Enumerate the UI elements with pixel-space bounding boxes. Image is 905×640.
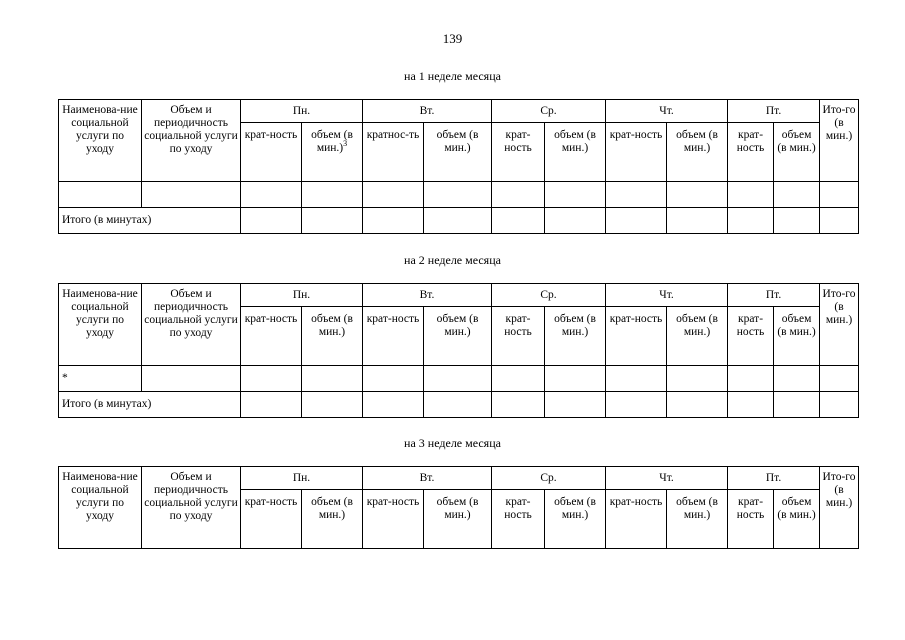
header-tue-frequency: кратнос-ть <box>363 123 424 182</box>
header-day-tue: Вт. <box>363 284 492 307</box>
table-row <box>59 182 859 208</box>
header-wed-frequency: крат-ность <box>492 490 545 549</box>
table-cell[interactable] <box>492 366 545 392</box>
header-mon-frequency: крат-ность <box>241 490 302 549</box>
total-label: Итого (в минутах) <box>59 208 241 234</box>
header-fri-volume: объем (в мин.) <box>774 123 820 182</box>
table-row <box>59 366 859 392</box>
table-cell[interactable] <box>302 208 363 234</box>
table-cell[interactable] <box>492 208 545 234</box>
week-2-title: на 2 неделе месяца <box>404 253 501 267</box>
header-wed-volume: объем (в мин.) <box>545 490 606 549</box>
header-mon-frequency: крат-ность <box>241 307 302 366</box>
header-day-mon: Пн. <box>241 467 363 490</box>
header-thu-volume: объем (в мин.) <box>667 490 728 549</box>
header-mon-volume: объем (в мин.) <box>302 490 363 549</box>
table-cell[interactable] <box>774 182 820 208</box>
table-cell[interactable] <box>492 182 545 208</box>
table-cell[interactable] <box>424 366 492 392</box>
header-thu-frequency: крат-ность <box>606 490 667 549</box>
table-cell[interactable] <box>241 366 302 392</box>
header-tue-frequency: крат-ность <box>363 307 424 366</box>
table-cell[interactable] <box>820 182 859 208</box>
table-cell[interactable] <box>363 182 424 208</box>
table-cell[interactable] <box>774 392 820 418</box>
header-day-thu: Чт. <box>606 467 728 490</box>
table-cell[interactable] <box>606 392 667 418</box>
week-1-table <box>58 99 859 234</box>
header-day-thu: Чт. <box>606 284 728 307</box>
header-mon-frequency: крат-ность <box>241 123 302 182</box>
table-cell[interactable] <box>302 392 363 418</box>
header-tue-volume: объем (в мин.) <box>424 123 492 182</box>
header-day-fri: Пт. <box>728 284 820 307</box>
table-cell[interactable] <box>241 182 302 208</box>
table-cell[interactable] <box>667 366 728 392</box>
table-cell[interactable] <box>59 182 142 208</box>
table-cell[interactable] <box>302 366 363 392</box>
table-cell[interactable] <box>545 366 606 392</box>
header-day-wed: Ср. <box>492 467 606 490</box>
header-day-mon: Пн. <box>241 284 363 307</box>
header-mon-volume: объем (в мин.)$^3$ <box>302 123 363 182</box>
table-cell[interactable] <box>606 366 667 392</box>
table-cell[interactable] <box>820 208 859 234</box>
table-cell[interactable] <box>667 182 728 208</box>
table-cell[interactable] <box>492 392 545 418</box>
header-fri-volume: объем (в мин.) <box>774 307 820 366</box>
header-day-wed: Ср. <box>492 284 606 307</box>
header-day-wed: Ср. <box>492 100 606 123</box>
header-wed-volume: объем (в мин.) <box>545 307 606 366</box>
header-day-mon: Пн. <box>241 100 363 123</box>
table-cell[interactable] <box>728 182 774 208</box>
table-cell[interactable] <box>545 392 606 418</box>
table-cell[interactable] <box>606 182 667 208</box>
header-total: Ито-го (в мин.) <box>820 284 859 366</box>
table-cell[interactable] <box>241 208 302 234</box>
header-thu-frequency: крат-ность <box>606 307 667 366</box>
header-thu-volume: объем (в мин.) <box>667 307 728 366</box>
header-fri-frequency: крат-ность <box>728 307 774 366</box>
table-cell[interactable] <box>424 182 492 208</box>
header-wed-frequency: крат-ность <box>492 307 545 366</box>
table-cell[interactable] <box>728 366 774 392</box>
header-day-tue: Вт. <box>363 467 492 490</box>
table-cell[interactable] <box>545 208 606 234</box>
header-total: Ито-го (в мин.) <box>820 467 859 549</box>
table-cell[interactable] <box>606 208 667 234</box>
table-cell[interactable] <box>363 392 424 418</box>
table-cell[interactable] <box>142 366 241 392</box>
table-cell[interactable] <box>363 208 424 234</box>
header-service-name: Наименова-ние социальной услуги по уходу <box>59 467 142 549</box>
header-wed-frequency: крат-ность <box>492 123 545 182</box>
header-tue-frequency: крат-ность <box>363 490 424 549</box>
header-day-fri: Пт. <box>728 100 820 123</box>
table-cell[interactable] <box>774 208 820 234</box>
header-volume-frequency: Объем и периодичность социальной услуги по уходу <box>142 284 241 366</box>
header-volume-frequency: Объем и периодичность социальной услуги по уходу <box>142 100 241 182</box>
header-tue-volume: объем (в мин.) <box>424 490 492 549</box>
table-cell[interactable] <box>667 208 728 234</box>
table-cell[interactable] <box>774 366 820 392</box>
header-service-name: Наименова-ние социальной услуги по уходу <box>59 100 142 182</box>
week-3-table <box>58 466 859 549</box>
header-thu-frequency: крат-ность <box>606 123 667 182</box>
table-cell[interactable]: * <box>59 366 142 392</box>
week-3-title: на 3 неделе месяца <box>404 436 501 450</box>
header-service-name: Наименова-ние социальной услуги по уходу <box>59 284 142 366</box>
total-label: Итого (в минутах) <box>59 392 241 418</box>
table-cell[interactable] <box>820 392 859 418</box>
header-wed-volume: объем (в мин.) <box>545 123 606 182</box>
table-cell[interactable] <box>545 182 606 208</box>
total-row <box>59 392 859 418</box>
header-day-thu: Чт. <box>606 100 728 123</box>
header-day-tue: Вт. <box>363 100 492 123</box>
footnote-mark: 3 <box>343 139 348 149</box>
header-mon-volume: объем (в мин.) <box>302 307 363 366</box>
week-2-table <box>58 283 859 418</box>
page-number: 139 <box>442 31 463 46</box>
table-cell[interactable] <box>363 366 424 392</box>
table-cell[interactable] <box>728 392 774 418</box>
header-fri-frequency: крат-ность <box>728 123 774 182</box>
table-cell[interactable] <box>728 208 774 234</box>
table-cell[interactable] <box>241 392 302 418</box>
total-row <box>59 208 859 234</box>
table-cell[interactable] <box>142 182 241 208</box>
table-cell[interactable] <box>667 392 728 418</box>
header-total: Ито-го (в мин.) <box>820 100 859 182</box>
header-volume-frequency: Объем и периодичность социальной услуги по уходу <box>142 467 241 549</box>
table-cell[interactable] <box>820 366 859 392</box>
week-1-title: на 1 неделе месяца <box>404 69 501 83</box>
header-day-fri: Пт. <box>728 467 820 490</box>
table-cell[interactable] <box>424 392 492 418</box>
header-fri-frequency: крат-ность <box>728 490 774 549</box>
header-fri-volume: объем (в мин.) <box>774 490 820 549</box>
header-tue-volume: объем (в мин.) <box>424 307 492 366</box>
table-cell[interactable] <box>302 182 363 208</box>
header-thu-volume: объем (в мин.) <box>667 123 728 182</box>
table-cell[interactable] <box>424 208 492 234</box>
